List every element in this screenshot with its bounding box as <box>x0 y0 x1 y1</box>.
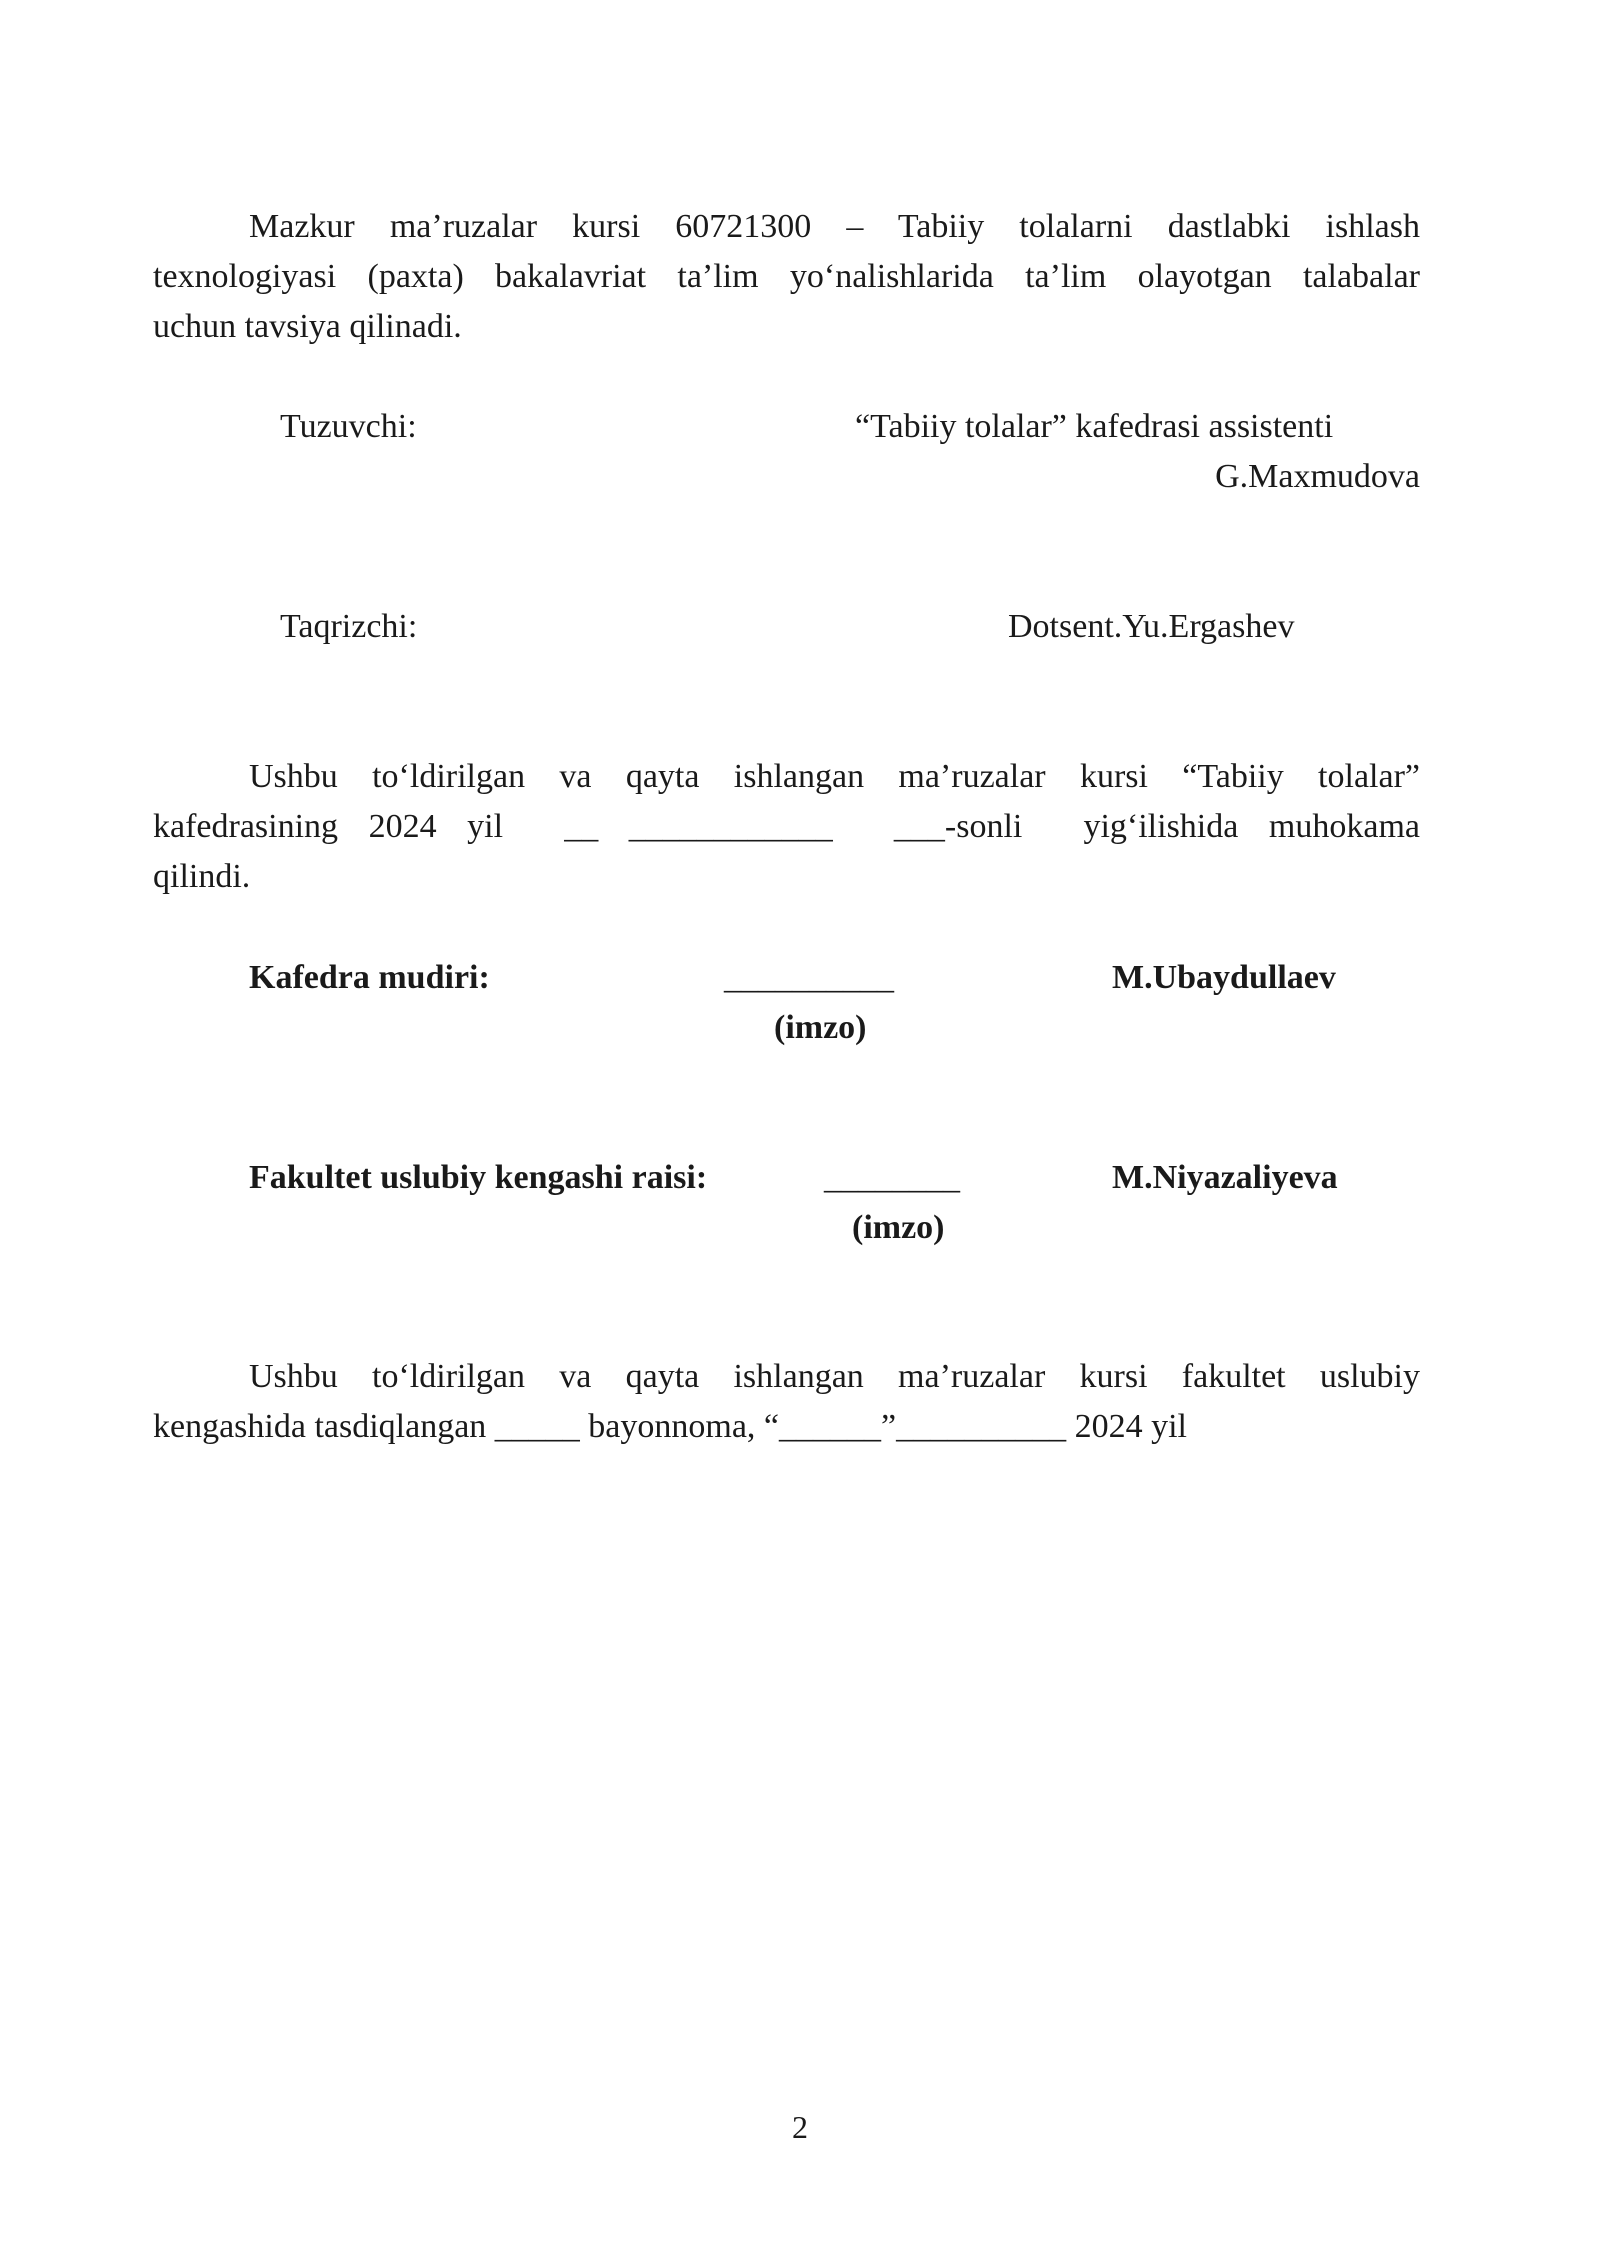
council-chair-signature-line: ________ <box>824 1159 960 1196</box>
discussion-line: kafedrasining 2024 yil __ ____________ ___-sonli yig‘ilishida muhokama <box>153 808 1420 845</box>
head-of-department-label: Kafedra mudiri: <box>249 959 490 996</box>
council-chair-label: Fakultet uslubiy kengashi raisi: <box>249 1159 708 1196</box>
discussion-line: qilindi. <box>153 858 251 895</box>
intro-line: uchun tavsiya qilinadi. <box>153 308 462 345</box>
reviewer-label: Taqrizchi: <box>280 608 418 645</box>
reviewer-name: Dotsent.Yu.Ergashev <box>1008 608 1295 645</box>
intro-line: texnologiyasi (paxta) bakalavriat ta’lim yo‘nalishlarida ta’lim olayotgan talabalar <box>153 258 1420 295</box>
council-chair-signature-caption: (imzo) <box>852 1209 945 1246</box>
approval-line: kengashida tasdiqlangan _____ bayonnoma, “______”__________ 2024 yil <box>153 1408 1187 1445</box>
intro-paragraph <box>153 202 1420 352</box>
discussion-paragraph <box>153 752 1420 902</box>
compiler-label: Tuzuvchi: <box>280 408 417 445</box>
approval-line: Ushbu to‘ldirilgan va qayta ishlangan ma’ruzalar kursi fakultet uslubiy <box>249 1358 1420 1395</box>
page-number: 2 <box>792 2109 808 2145</box>
approval-paragraph <box>153 1352 1420 1452</box>
compiler-name: G.Maxmudova <box>1215 458 1420 495</box>
discussion-line: Ushbu to‘ldirilgan va qayta ishlangan ma’ruzalar kursi “Tabiiy tolalar” <box>249 758 1420 795</box>
compiler-position: “Tabiiy tolalar” kafedrasi assistenti <box>855 408 1334 445</box>
council-chair-name: M.Niyazaliyeva <box>1112 1159 1338 1196</box>
head-of-department-signature-caption: (imzo) <box>774 1009 867 1046</box>
intro-line: Mazkur ma’ruzalar kursi 60721300 – Tabiiy tolalarni dastlabki ishlash <box>249 208 1420 245</box>
head-of-department-name: M.Ubaydullaev <box>1112 959 1336 996</box>
head-of-department-signature-line: __________ <box>724 959 894 996</box>
